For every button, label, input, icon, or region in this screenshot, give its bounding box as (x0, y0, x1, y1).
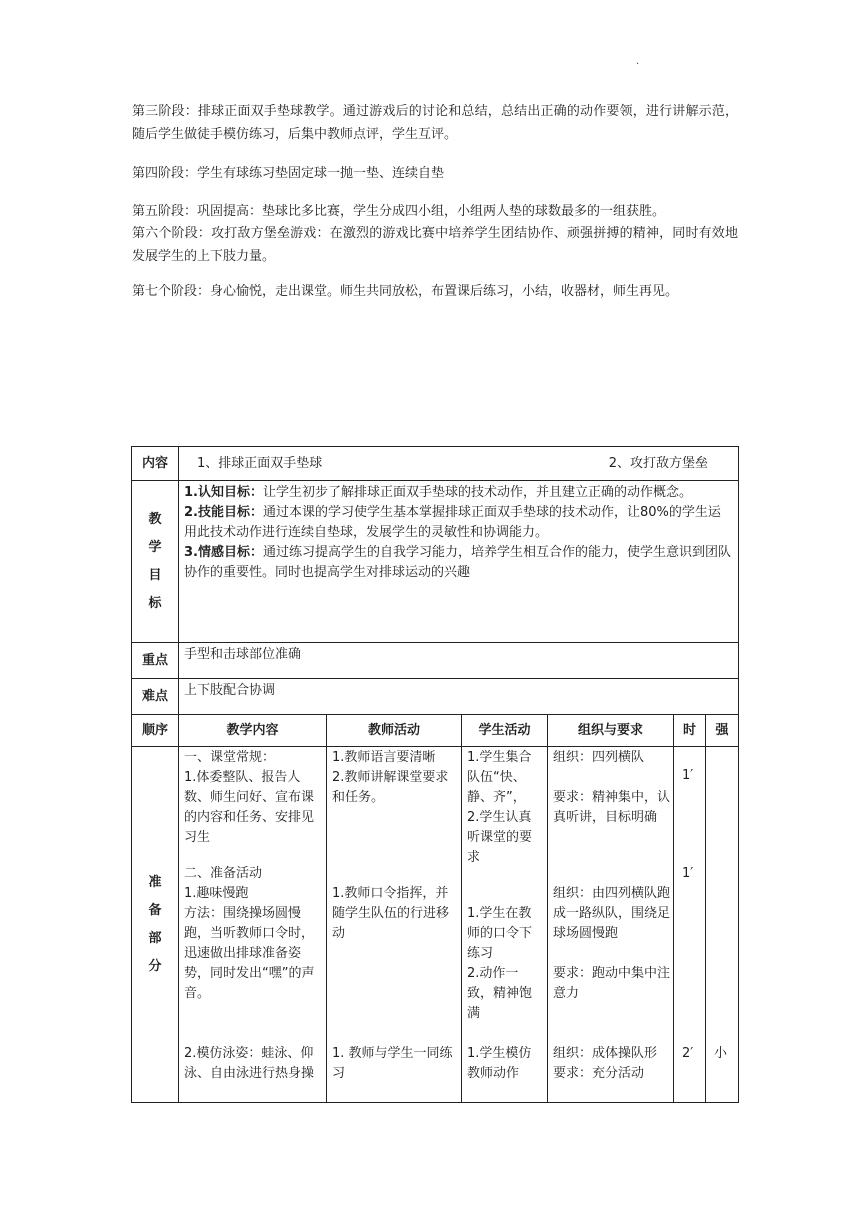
header-time: 时 (674, 715, 706, 747)
prep-section-row (132, 747, 739, 1103)
paragraph-stage-3: 第三阶段：排球正面双手垫球教学。通过游戏后的讨论和总结，总结出正确的动作要领，进行讲解示范，随后学生做徒手模仿练习，后集中教师点评，学生互评。 (132, 104, 738, 142)
prep-intensity-cell (706, 747, 739, 1103)
prep-org-1: 组织：四列横队 要求：精神集中，认真听讲，目标明确 (553, 750, 671, 825)
header-teacher-activity: 教师活动 (327, 715, 462, 747)
content-label: 内容 (132, 447, 179, 481)
header-order: 顺序 (132, 715, 179, 747)
goal-affective: 3.情感目标：通过练习提高学生的自我学习能力，培养学生相互合作的能力，使学生意识到团队协作的重要性。同时也提高学生对排球运动的兴趣 (184, 545, 731, 580)
prep-teacher-cell (327, 747, 462, 1103)
prep-student-3: 1.学生模仿教师动作 (467, 1046, 532, 1081)
prep-label-char: 备 (148, 902, 162, 918)
prep-org-3: 组织：成体操队形 要求：充分活动 (553, 1046, 658, 1081)
prep-org-cell (548, 747, 674, 1103)
page-dot: . (636, 56, 640, 67)
prep-content-cell (179, 747, 327, 1103)
goal-skill: 2.技能目标：通过本课的学习使学生基本掌握排球正面双手垫球的技术动作，让80%的学生运用此技术动作进行连续自垫球，发展学生的灵敏性和协调能力。 (184, 505, 721, 540)
paragraph-stage-5: 第五阶段：巩固提高：垫球比多比赛，学生分成四小组，小组两人垫的球数最多的一组获胜。 (132, 204, 666, 219)
prep-intensity-1: 小 (714, 1046, 728, 1061)
header-row (132, 715, 739, 747)
prep-content-routine: 一、课堂常规： 1.体委整队、报告人数、师生问好、宣布课的内容和任务、安排见习生 (184, 750, 315, 845)
prep-time-1: 1′ (682, 768, 694, 783)
prep-student-1: 1.学生集合队伍“快、静、齐”， 2.学生认真听课堂的要求 (467, 750, 533, 865)
lesson-plan-table (131, 446, 739, 1103)
goals-row (132, 481, 739, 643)
prep-teacher-1: 1.教师语言要清晰 2.教师讲解课堂要求和任务。 (332, 750, 449, 805)
prep-teacher-2: 1.教师口令指挥，并随学生队伍的行进移动 (332, 886, 450, 941)
prep-student-cell (462, 747, 548, 1103)
prep-student-2: 1.学生在教师的口令下练习 2.动作一致，精神饱满 (467, 906, 533, 1021)
header-student-activity: 学生活动 (462, 715, 548, 747)
difficulty-row (132, 679, 739, 715)
key-point-label: 重点 (132, 643, 179, 679)
goal-cognitive: 1.认知目标：让学生初步了解排球正面双手垫球的技术动作，并且建立正确的动作概念。 (184, 485, 692, 500)
prep-org-2: 组织：由四列横队跑成一路纵队，围绕足球场圆慢跑 要求：跑动中集中注意力 (553, 886, 671, 1001)
paragraph-stage-4: 第四阶段：学生有球练习垫固定球一抛一垫、连续自垫 (132, 166, 445, 181)
goals-label-char: 学 (148, 539, 162, 555)
goals-cell (179, 481, 739, 643)
paragraph-stage-7: 第七个阶段：身心愉悦，走出课堂。师生共同放松，布置课后练习，小结，收器材，师生再见。 (132, 284, 679, 299)
goals-label-char: 目 (148, 567, 162, 583)
key-point-row (132, 643, 739, 679)
prep-content-warmup: 二、准备活动 1.趣味慢跑 方法：围绕操场圆慢跑，当听教师口令时，迅速做出排球准备姿势，同时发出“嘿”的声音。 (184, 866, 315, 1001)
header-intensity: 强 (706, 715, 739, 747)
prep-time-cell (674, 747, 706, 1103)
content-row (132, 447, 739, 481)
content-cell (179, 447, 739, 481)
prep-teacher-3: 1. 教师与学生一同练习 (332, 1046, 453, 1081)
difficulty-label: 难点 (132, 679, 179, 715)
prep-content-swim: 2.模仿泳姿：蛙泳、仰泳、自由泳进行热身操 (184, 1046, 315, 1081)
header-organization: 组织与要求 (548, 715, 674, 747)
goals-label-char: 教 (148, 511, 162, 527)
prep-label-char: 分 (148, 958, 162, 974)
prep-time-2: 1′ (682, 866, 694, 881)
key-point-text: 手型和击球部位准确 (179, 643, 739, 679)
prep-time-3: 2′ (682, 1046, 694, 1061)
goals-label (132, 481, 179, 643)
prep-label-char: 部 (148, 930, 162, 946)
difficulty-text: 上下肢配合协调 (179, 679, 739, 715)
goals-label-char: 标 (148, 595, 162, 611)
content-item-2: 2、攻打敌方堡垒 (608, 455, 708, 471)
header-teaching-content: 教学内容 (179, 715, 327, 747)
content-item-1: 1、排球正面双手垫球 (197, 455, 323, 471)
prep-section-label (132, 747, 179, 1103)
paragraph-stage-6: 第六个阶段：攻打敌方堡垒游戏：在激烈的游戏比赛中培养学生团结协作、顽强拼搏的精神，同时有效地发展学生的上下肢力量。 (132, 226, 738, 264)
prep-label-char: 准 (148, 874, 162, 890)
